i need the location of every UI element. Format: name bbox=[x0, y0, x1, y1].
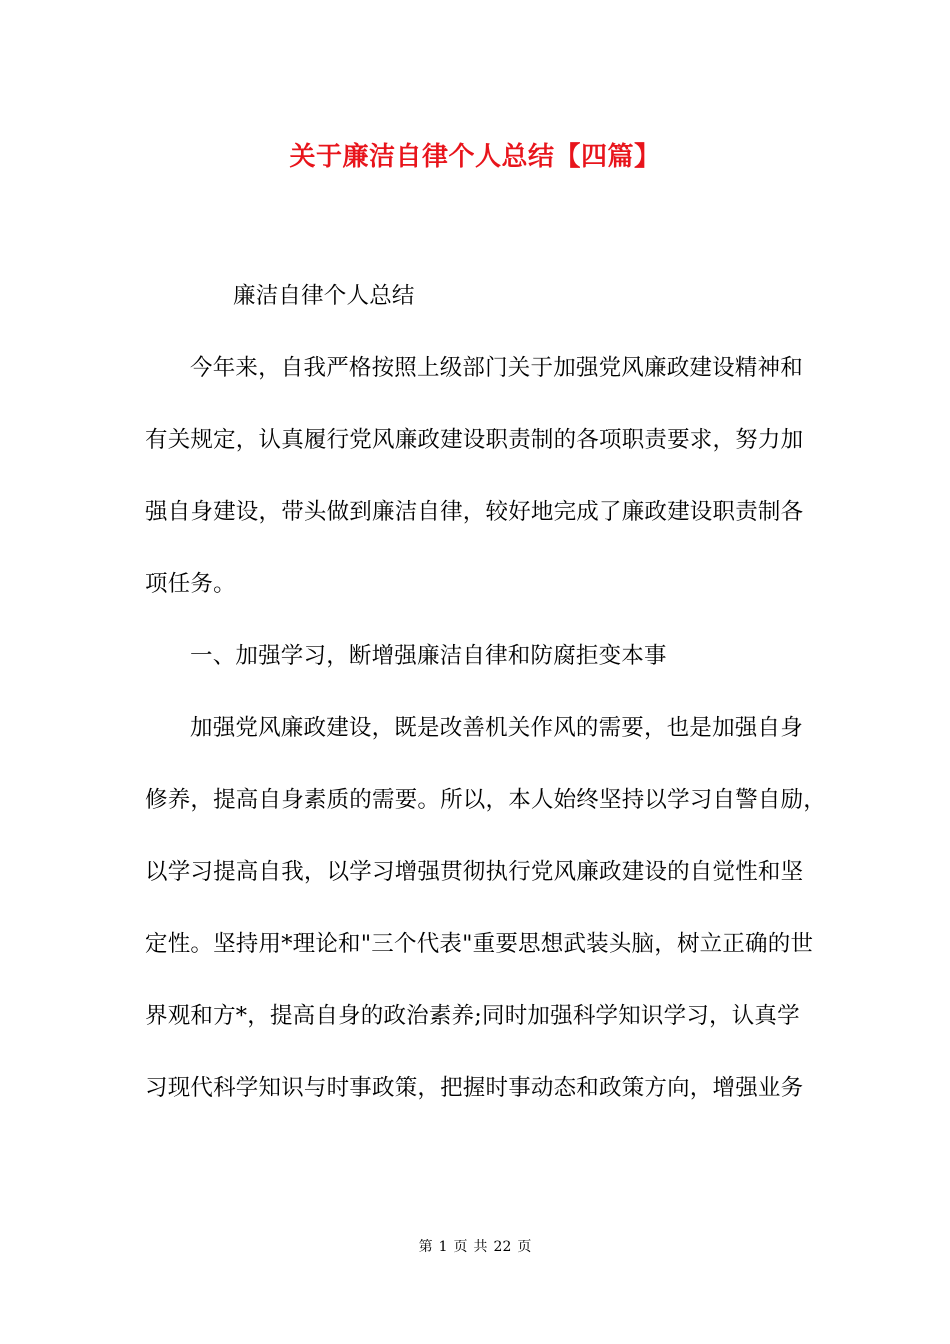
paragraph-line: 界观和方*，提高自身的政治素养;同时加强科学知识学习，认真学 bbox=[145, 1003, 800, 1029]
footer-total-prefix: 共 bbox=[473, 1239, 488, 1255]
paragraph-line: 修养，提高自身素质的需要。所以，本人始终坚持以学习自警自励， bbox=[145, 787, 827, 813]
document-title: 关于廉洁自律个人总结【四篇】 bbox=[289, 142, 661, 172]
paragraph-line: 习现代科学知识与时事政策，把握时事动态和政策方向，增强业务 bbox=[145, 1075, 804, 1101]
footer-page-number: 1 bbox=[438, 1239, 448, 1255]
footer-total-unit: 页 bbox=[517, 1239, 532, 1255]
paragraph-line: 强自身建设，带头做到廉洁自律，较好地完成了廉政建设职责制各 bbox=[145, 499, 804, 525]
paragraph-line: 加强党风廉政建设，既是改善机关作风的需要，也是加强自身 bbox=[190, 715, 803, 741]
paragraph-line: 定性。坚持用*理论和"三个代表"重要思想武装头脑，树立正确的世 bbox=[145, 931, 814, 957]
page-footer bbox=[0, 1236, 950, 1256]
footer-page-unit: 页 bbox=[453, 1239, 468, 1255]
subsection-heading: 一、加强学习，断增强廉洁自律和防腐拒变本事 bbox=[190, 643, 667, 669]
footer-page-prefix: 第 bbox=[418, 1239, 433, 1255]
footer-total-pages: 22 bbox=[493, 1239, 512, 1255]
paragraph-line: 项任务。 bbox=[145, 571, 236, 597]
section-heading: 廉洁自律个人总结 bbox=[233, 283, 415, 309]
paragraph-line: 有关规定，认真履行党风廉政建设职责制的各项职责要求，努力加 bbox=[145, 427, 804, 453]
paragraph-line: 今年来，自我严格按照上级部门关于加强党风廉政建设精神和 bbox=[190, 355, 803, 381]
paragraph-line: 以学习提高自我，以学习增强贯彻执行党风廉政建设的自觉性和坚 bbox=[145, 859, 804, 885]
